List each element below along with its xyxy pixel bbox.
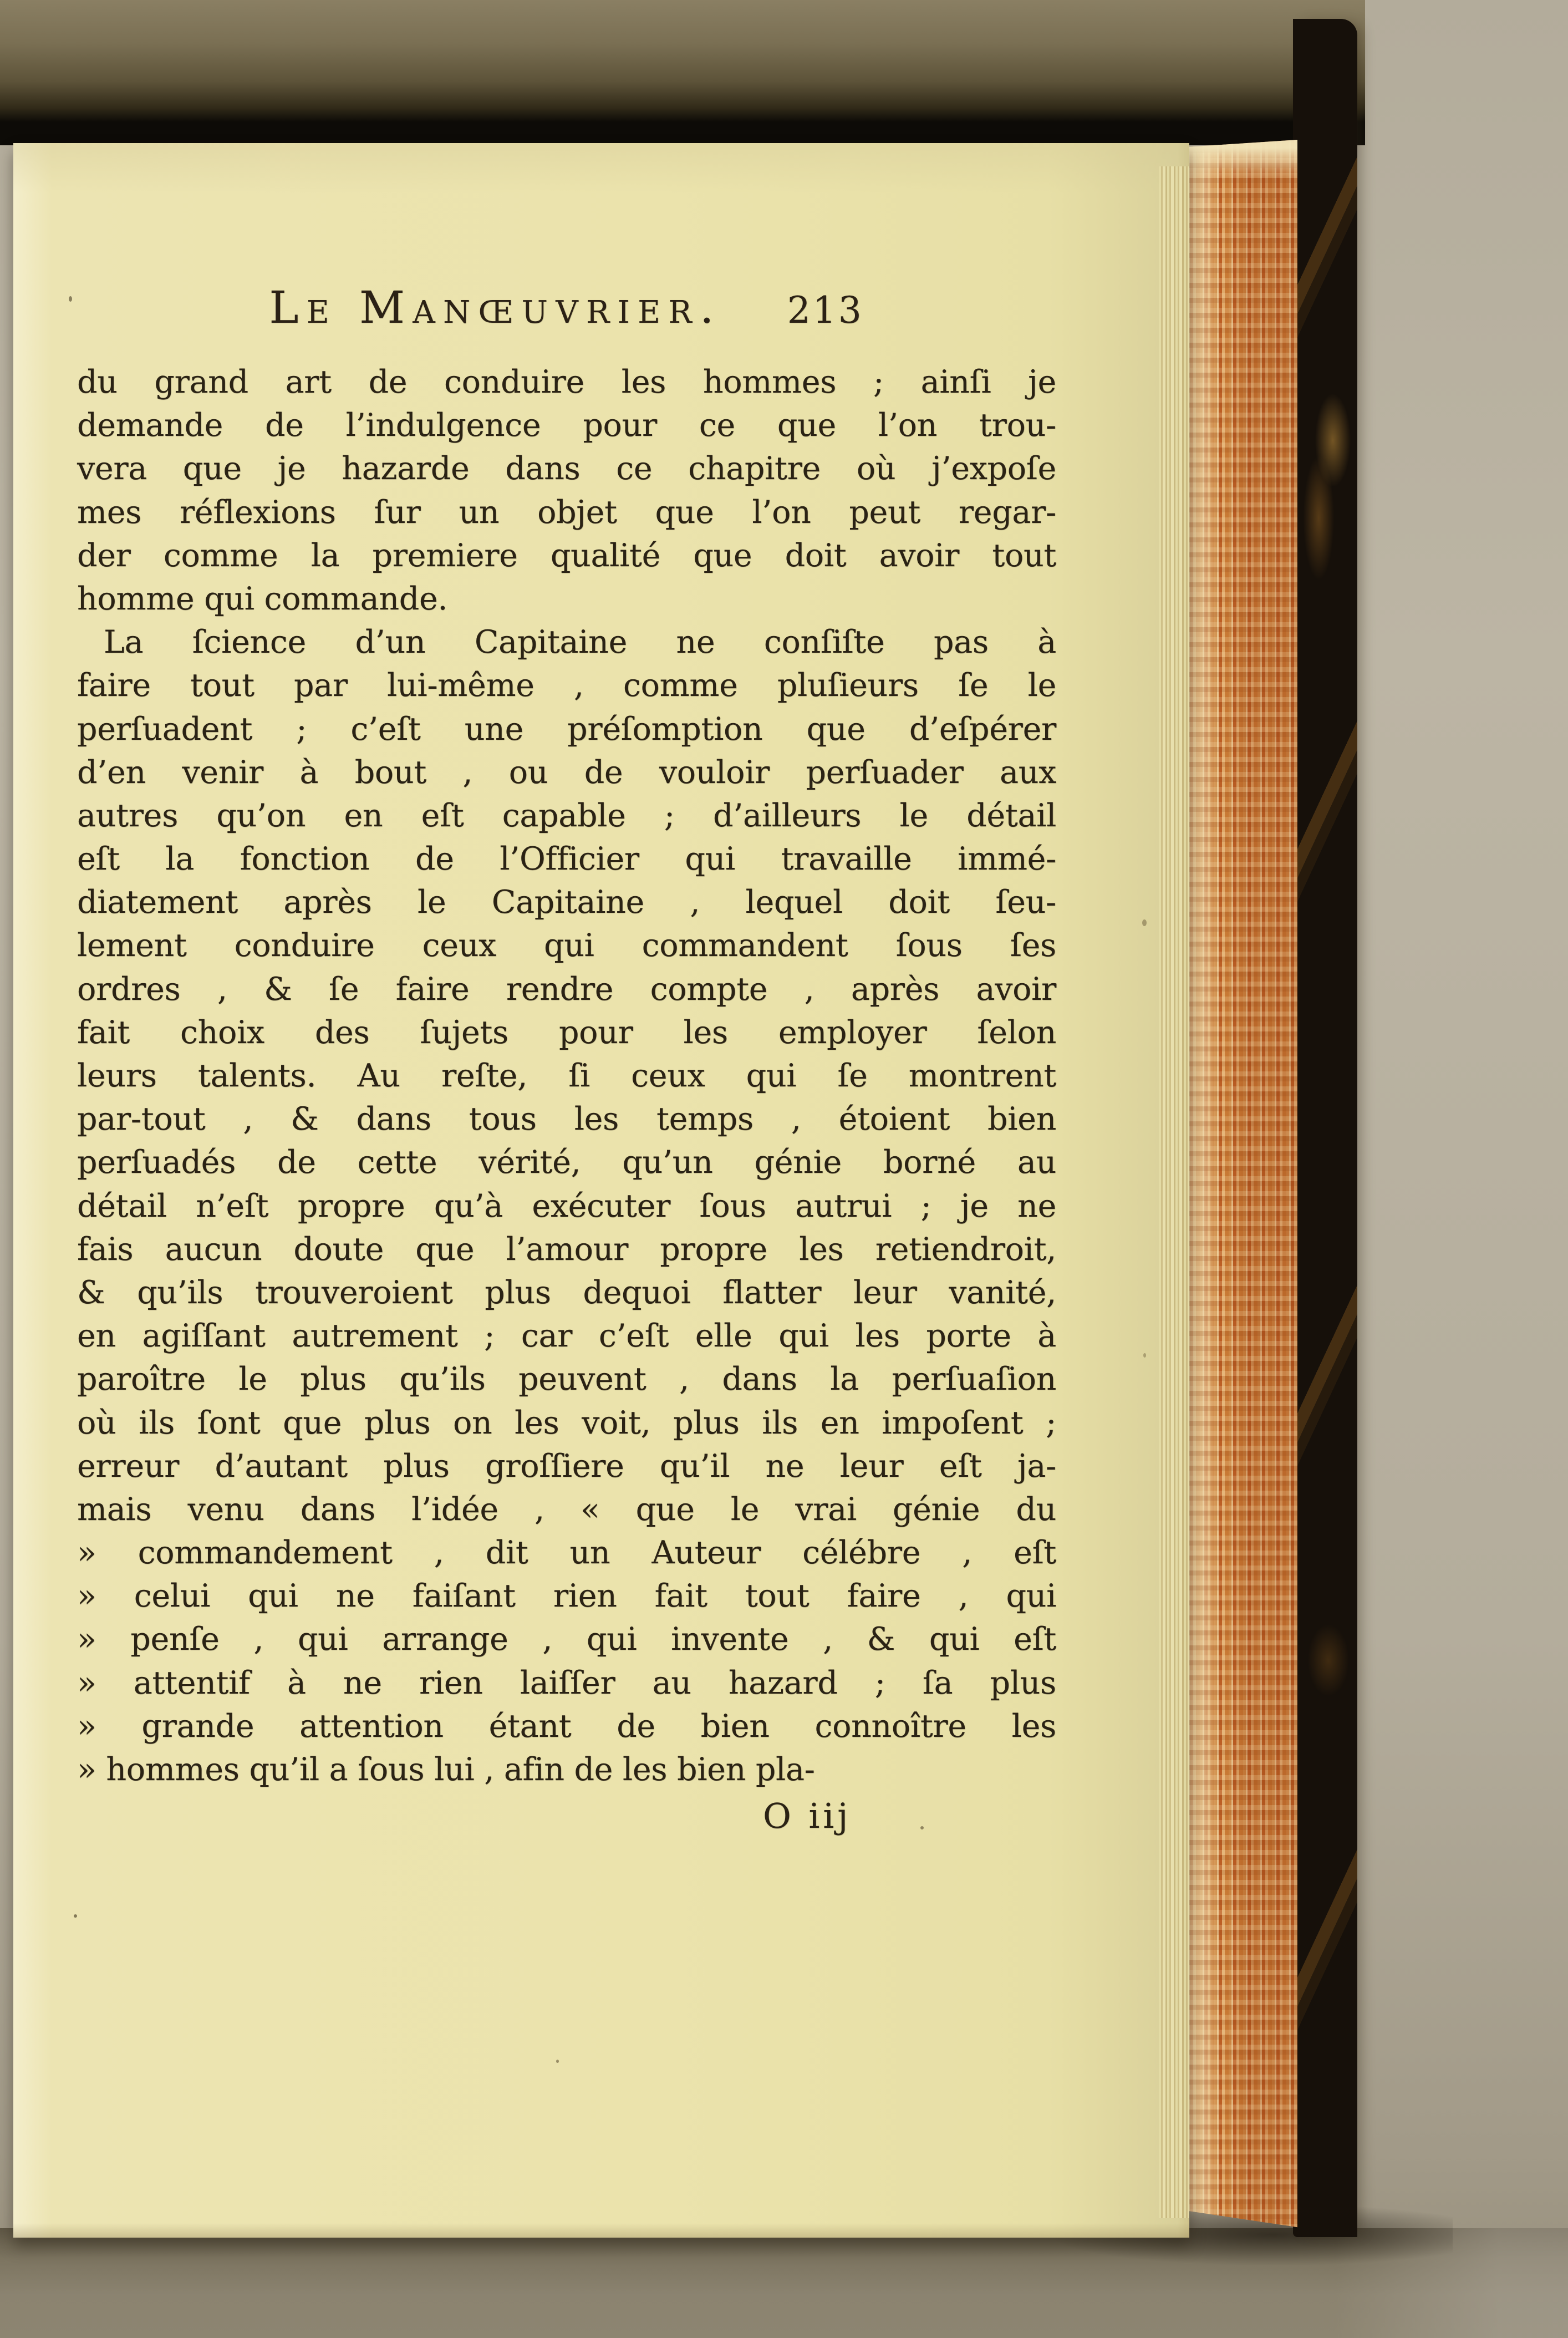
text-line: faire tout par lui-même , comme pluſieurs ſe le xyxy=(77,667,1056,704)
page-stack-edges xyxy=(1159,166,1189,2218)
text-line: » celui qui ne faiſant rien fait tout faire , qui xyxy=(77,1578,1056,1615)
text-line: d’en venir à bout , ou de vouloir perſuader aux xyxy=(77,754,1056,791)
text-line: leurs talents. Au reſte, ſi ceux qui ſe montrent xyxy=(77,1058,1056,1094)
paper-fleck xyxy=(1143,1353,1146,1358)
text-line: & qu’ils trouveroient plus dequoi flatter leur vanité, xyxy=(77,1274,1056,1311)
paper-fleck xyxy=(920,1826,924,1829)
text-line: » commandement , dit un Auteur célébre , eſt xyxy=(77,1534,1056,1572)
text-line: paroître le plus qu’ils peuvent , dans la perſuaſion xyxy=(77,1361,1056,1398)
running-title: Le Manœuvrier. xyxy=(269,282,722,333)
page-number: 213 xyxy=(787,289,864,332)
text-line: ordres , & ſe faire rendre compte , après avoir xyxy=(77,970,1056,1008)
text-line: fais aucun doute que l’amour propre les retiendroit, xyxy=(77,1231,1056,1268)
gathering-signature: O iij xyxy=(763,1796,852,1836)
text-line: demande de l’indulgence pour ce que l’on trou- xyxy=(77,407,1056,444)
text-line: » attentif à ne rien laiſſer au hazard ; ſa plus xyxy=(77,1664,1056,1701)
text-line: » penſe , qui arrange , qui invente , & qui eſt xyxy=(77,1621,1056,1658)
text-line: mes réflexions ſur un objet que l’on peut regar- xyxy=(77,494,1056,531)
text-line: détail n’eſt propre qu’à exécuter ſous autrui ; je ne xyxy=(77,1187,1056,1224)
text-line: du grand art de conduire les hommes ; ainſi je xyxy=(77,364,1056,400)
text-line: perſuadés de cette vérité, qu’un génie borné au xyxy=(77,1144,1056,1181)
book-top-cover-edge xyxy=(0,0,1365,145)
text-line: » grande attention étant de bien connoître les xyxy=(77,1707,1056,1745)
text-line: fait choix des ſujets pour les employer ſelon xyxy=(77,1014,1056,1051)
text-block xyxy=(77,360,1056,1791)
text-line: der comme la premiere qualité que doit avoir tout xyxy=(77,537,1056,574)
paper-fleck xyxy=(556,2060,559,2063)
text-line: où ils ſont que plus on les voit, plus ils en impoſent ; xyxy=(77,1404,1056,1441)
text-line: en agiſſant autrement ; car c’eſt elle qui les porte à xyxy=(77,1318,1056,1355)
text-line: par-tout , & dans tous les temps , étoient bien xyxy=(77,1101,1056,1138)
text-line: » hommes qu’il a ſous lui , afin de les bien pla- xyxy=(77,1751,815,1788)
paper-fleck xyxy=(69,296,72,302)
text-line: mais venu dans l’idée , « que le vrai génie du xyxy=(77,1491,1056,1528)
text-line: homme qui commande. xyxy=(77,580,448,617)
text-line: autres qu’on en eſt capable ; d’ailleurs le détail xyxy=(77,797,1056,834)
text-line: diatement après le Capitaine , lequel doit ſeu- xyxy=(77,884,1056,921)
text-line: La ſcience d’un Capitaine ne conſiſte pas à xyxy=(104,624,1056,661)
text-line: vera que je hazarde dans ce chapitre où j’expoſe xyxy=(77,450,1056,487)
book-cover-edge xyxy=(1293,19,1357,2237)
text-line: perſuadent ; c’eſt une préſomption que d’eſpérer xyxy=(77,710,1056,748)
book-page xyxy=(13,143,1189,2238)
text-line: lement conduire ceux qui commandent ſous ſes xyxy=(77,927,1056,964)
paper-fleck xyxy=(74,1914,77,1918)
text-line: erreur d’autant plus groſſiere qu’il ne leur eſt ja- xyxy=(77,1447,1056,1485)
text-line: eſt la fonction de l’Officier qui travaille immé- xyxy=(77,841,1056,878)
paper-fleck xyxy=(1142,919,1147,926)
page-header xyxy=(77,282,1056,333)
page-fore-edge xyxy=(1185,140,1297,2229)
